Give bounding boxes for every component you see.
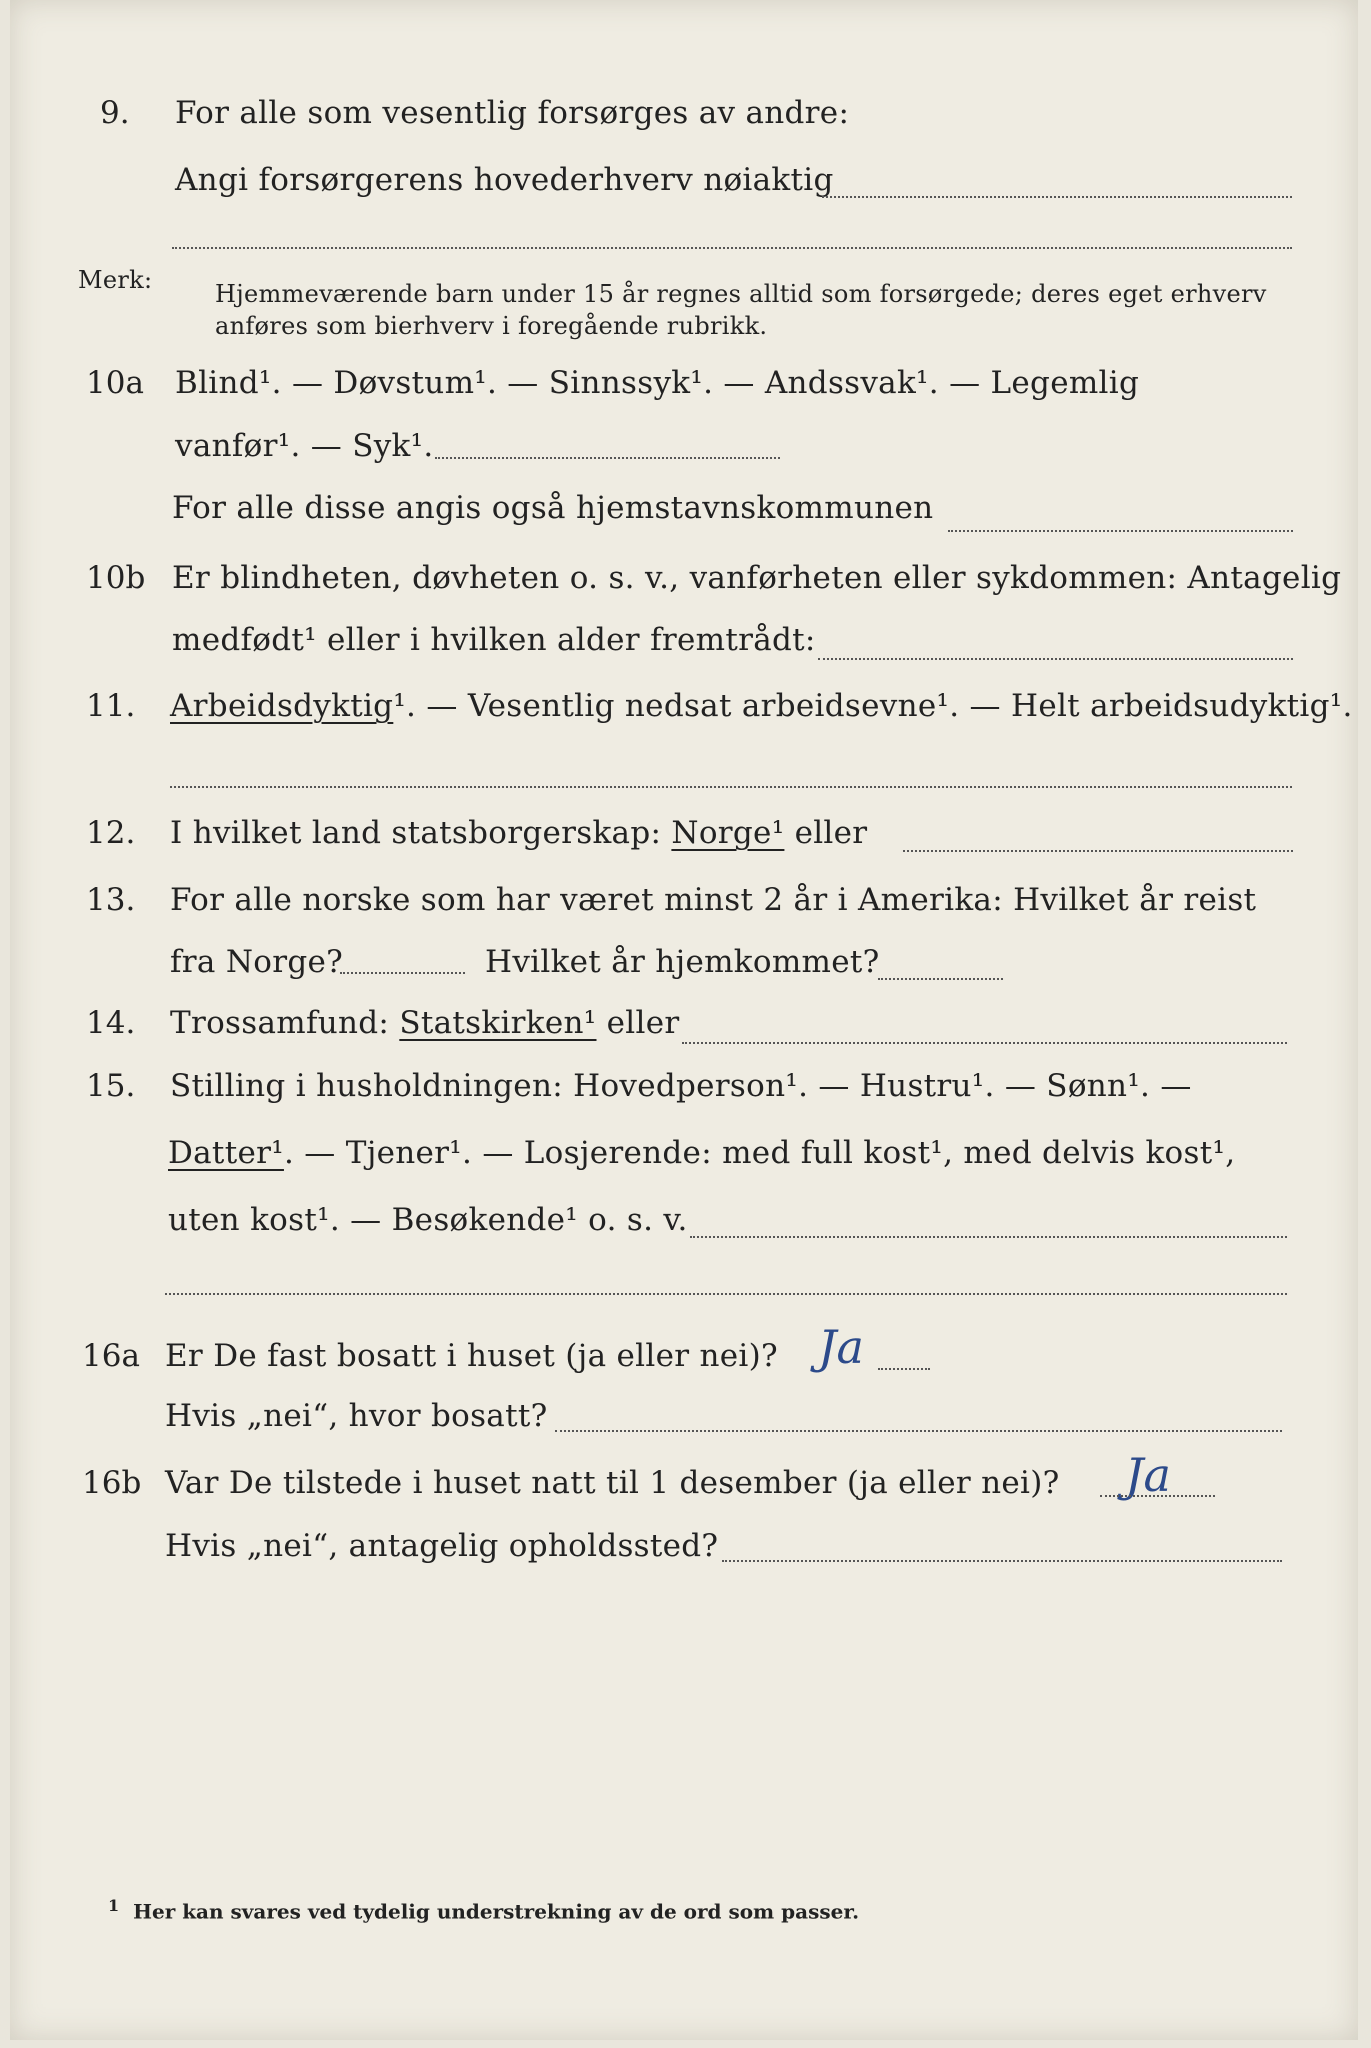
- q13-right-answer-line[interactable]: [878, 978, 1003, 980]
- q10a-line1: Blind¹. — Døvstum¹. — Sinnssyk¹. — Andssvak¹. — Legemlig: [175, 365, 1140, 401]
- q14-question: Trossamfund:: [170, 1005, 400, 1041]
- q9-answer-line[interactable]: [822, 196, 1292, 198]
- q16b-line1: Var De tilstede i huset natt til 1 desember (ja eller nei)?: [165, 1465, 1060, 1501]
- q16a-where-line[interactable]: [555, 1430, 1282, 1432]
- q10b-number: 10b: [86, 560, 146, 596]
- q15-line3: uten kost¹. — Besøkende¹ o. s. v.: [168, 1202, 688, 1238]
- q14-line: [170, 1005, 680, 1041]
- q16b-where-line[interactable]: [722, 1560, 1282, 1562]
- footnote-mark: 1: [108, 1896, 120, 1915]
- q12-underlined-option[interactable]: Norge¹: [671, 815, 785, 851]
- q10a-line2: vanfør¹. — Syk¹.: [175, 428, 434, 464]
- q15-underlined-option[interactable]: Datter¹: [168, 1135, 284, 1171]
- q10b-answer-line[interactable]: [818, 658, 1293, 660]
- q16b-handwritten-answer[interactable]: Ja: [1125, 1448, 1171, 1502]
- q16a-answer-line[interactable]: [878, 1368, 930, 1370]
- q14-underlined-option[interactable]: Statskirken¹: [399, 1005, 597, 1041]
- q11-number: 11.: [86, 688, 136, 724]
- q13-left-answer-line[interactable]: [340, 972, 465, 974]
- q15-number: 15.: [86, 1068, 136, 1104]
- q9-line2: Angi forsørgerens hovederhverv nøiaktig: [175, 162, 834, 198]
- q12-line: [170, 815, 867, 851]
- q9-line1: For alle som vesentlig forsørges av andre:: [175, 95, 850, 131]
- q13-line2b: Hvilket år hjemkommet?: [485, 944, 880, 980]
- q12-number: 12.: [86, 815, 136, 851]
- q14-rest: eller: [596, 1005, 680, 1041]
- q16a-handwritten-answer[interactable]: Ja: [818, 1320, 864, 1374]
- q15-line1: Stilling i husholdningen: Hovedperson¹. — Hustru¹. — Sønn¹. —: [170, 1068, 1192, 1104]
- q16a-line2: Hvis „nei“, hvor bosatt?: [165, 1398, 548, 1434]
- q9-answer-line-2[interactable]: [172, 247, 1292, 249]
- q16a-number: 16a: [82, 1338, 140, 1374]
- q10b-line1: Er blindheten, døvheten o. s. v., vanførheten eller sykdommen: Antagelig: [172, 560, 1342, 596]
- q11-line: [170, 688, 1353, 724]
- q11-answer-line[interactable]: [170, 786, 1292, 788]
- q16b-answer-line[interactable]: [1100, 1495, 1215, 1497]
- q16a-line1: Er De fast bosatt i huset (ja eller nei)?: [165, 1338, 778, 1374]
- q12-rest: eller: [784, 815, 868, 851]
- q10a-home-line[interactable]: [948, 530, 1293, 532]
- q13-line2a: fra Norge?: [170, 944, 344, 980]
- q10a-number: 10a: [86, 365, 144, 401]
- q16b-number: 16b: [82, 1465, 142, 1501]
- footnote: [108, 1896, 859, 1924]
- q15-line2: [168, 1135, 1235, 1171]
- q12-answer-line[interactable]: [903, 850, 1293, 852]
- q13-number: 13.: [86, 882, 136, 918]
- q14-answer-line[interactable]: [682, 1042, 1287, 1044]
- q15-answer-line-2[interactable]: [165, 1293, 1287, 1295]
- merk-line2: anføres som bierhverv i foregående rubrikk.: [215, 312, 768, 340]
- merk-line1: Hjemmeværende barn under 15 år regnes alltid som forsørgede; deres eget erhverv: [215, 280, 1267, 308]
- q16b-line2: Hvis „nei“, antagelig opholdssted?: [165, 1528, 719, 1564]
- q11-underlined-option[interactable]: Arbeidsdyktig: [170, 688, 394, 724]
- q14-number: 14.: [86, 1005, 136, 1041]
- merk-label: Merk:: [78, 266, 153, 294]
- q11-rest: ¹. — Vesentlig nedsat arbeidsevne¹. — Helt arbeidsudyktig¹.: [393, 688, 1353, 724]
- form-page: [10, 0, 1358, 2040]
- q10a-line3: For alle disse angis også hjemstavnskommunen: [172, 490, 934, 526]
- q13-line1: For alle norske som har været minst 2 år i Amerika: Hvilket år reist: [170, 882, 1257, 918]
- q12-question: I hvilket land statsborgerskap:: [170, 815, 672, 851]
- q15-answer-line[interactable]: [690, 1236, 1287, 1238]
- q9-number: 9.: [100, 95, 130, 131]
- q10a-answer-line[interactable]: [435, 457, 780, 459]
- q10b-line2: medfødt¹ eller i hvilken alder fremtrådt:: [172, 622, 816, 658]
- q15-line2-rest: . — Tjener¹. — Losjerende: med full kost¹, med delvis kost¹,: [283, 1135, 1236, 1171]
- footnote-text: Her kan svares ved tydelig understrekning av de ord som passer.: [133, 1899, 860, 1924]
